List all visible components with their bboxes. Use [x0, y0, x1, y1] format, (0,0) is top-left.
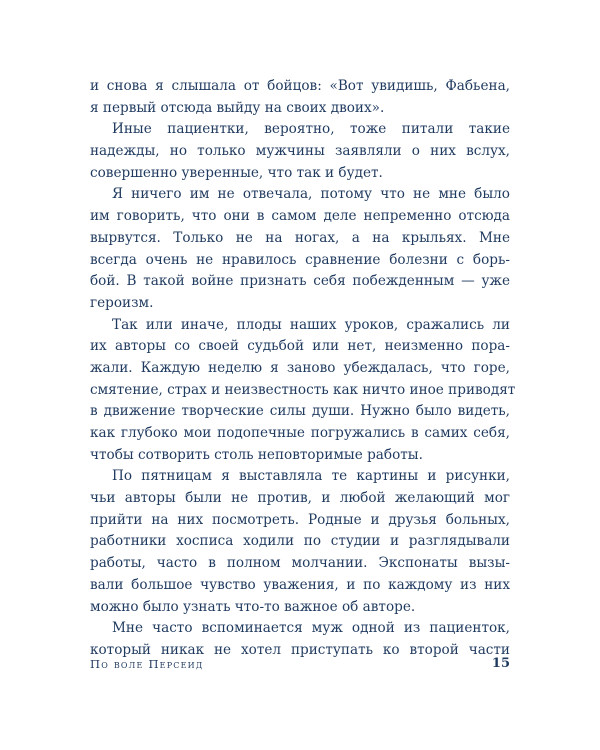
page-number: 15	[491, 656, 510, 671]
text-line: чтобы сотворить столь неповторимые работы.	[90, 446, 423, 463]
text-line: Иные пациентки, вероятно, тоже питали такие	[112, 121, 510, 138]
text-line: бой. В такой войне признать себя побежденным — уже	[90, 273, 510, 290]
paragraph-4	[90, 315, 516, 467]
paragraph-2	[90, 119, 510, 184]
paragraph-3	[90, 184, 510, 314]
text-line: чьи авторы были не против, и любой желающий мог	[90, 490, 510, 507]
text-line: героизм.	[90, 294, 154, 311]
text-line: По пятницам я выставляла те картины и рисунки,	[112, 468, 510, 485]
text-line: их авторы со своей судьбой или нет, неизменно пора-	[90, 338, 510, 355]
running-title: По воле Персеид	[90, 657, 204, 671]
text-line: прийти на них посмотреть. Родные и друзья больных,	[90, 511, 510, 528]
page-footer	[90, 657, 510, 677]
text-line: и снова я слышала от бойцов: «Вот увидишь, Фабьена,	[90, 78, 510, 94]
body-text	[90, 76, 516, 662]
text-line: надежды, но только мужчины заявляли о них вслух,	[90, 143, 510, 160]
paragraph-5	[90, 466, 510, 618]
text-line: смятение, страх и неизвестность как ничто иное приводят	[90, 381, 516, 398]
paragraph-1	[90, 76, 510, 119]
text-line: в движение творческие силы души. Нужно было видеть,	[90, 403, 510, 420]
text-line: вали большое чувство уважения, и по каждому из них	[90, 576, 510, 593]
text-line: как глубоко мои подопечные погружались в самих себя,	[90, 425, 510, 441]
text-line: я первый отсюда выйду на своих двоих».	[90, 99, 385, 116]
text-line: совершенно уверенные, что так и будет.	[90, 164, 383, 181]
text-line: Так или иначе, плоды наших уроков, сражались ли	[112, 316, 510, 333]
text-line: им говорить, что они в самом деле непременно отсюда	[90, 208, 510, 225]
text-line: вырвутся. Только не на ногах, а на крыльях. Мне	[90, 229, 510, 246]
paragraph-6	[90, 618, 510, 661]
text-line: Мне часто вспоминается муж одной из пациенток,	[112, 620, 510, 637]
text-line: работники хосписа ходили по студии и разглядывали	[90, 533, 510, 550]
text-line: жали. Каждую неделю я заново убеждалась, что горе,	[90, 359, 510, 376]
text-line: работы, часто в полном молчании. Экспонаты вызы-	[90, 555, 510, 572]
text-line: который никак не хотел приступать ко второй части	[90, 641, 510, 658]
text-line: Я ничего им не отвечала, потому что не мне было	[112, 186, 510, 203]
text-line: всегда очень не нравилось сравнение болезни с борь-	[90, 251, 510, 268]
text-line: можно было узнать что-то важное об авторе.	[90, 598, 416, 615]
